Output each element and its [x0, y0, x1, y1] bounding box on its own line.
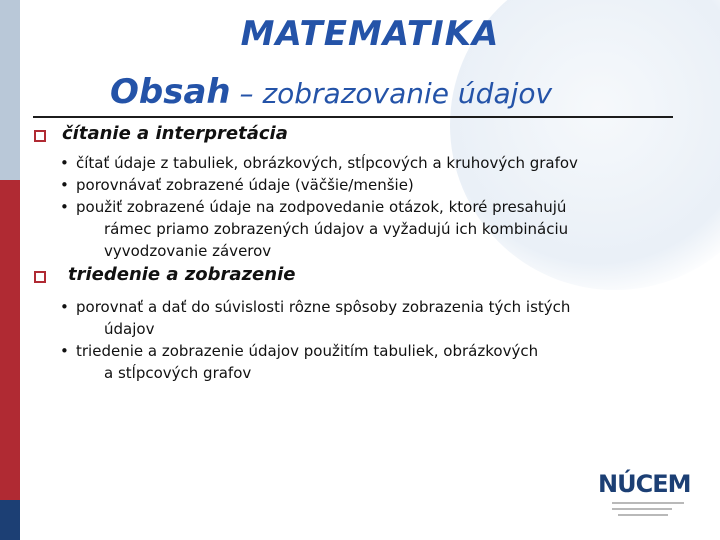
list-item-continuation: rámec priamo zobrazených údajov a vyžadujú ich kombináciu — [104, 220, 569, 238]
slide-subtitle — [110, 72, 552, 112]
slide-title: MATEMATIKA — [240, 14, 500, 54]
section-heading-2: triedenie a zobrazenie — [68, 264, 296, 285]
list-item: • porovnávať zobrazené údaje (väčšie/menšie) — [60, 176, 414, 194]
list-item-continuation: údajov — [104, 320, 155, 338]
nucem-logo: NÚCEM — [598, 470, 691, 498]
section-bullet-square — [34, 130, 46, 142]
title-divider — [33, 116, 673, 118]
logo-subline — [612, 502, 684, 504]
list-item: • porovnať a dať do súvislosti rôzne spôsoby zobrazenia tých istých — [60, 298, 571, 316]
left-decor-red — [0, 180, 20, 500]
logo-subline — [618, 514, 668, 516]
left-decor-bar — [0, 0, 20, 540]
subtitle-rest: – zobrazovanie údajov — [230, 77, 553, 110]
list-item-continuation: a stĺpcových grafov — [104, 364, 252, 382]
left-decor-blue — [0, 500, 20, 540]
subtitle-main: Obsah — [110, 72, 231, 112]
section-bullet-square — [34, 271, 46, 283]
list-item: • použiť zobrazené údaje na zodpovedanie otázok, ktoré presahujú — [60, 198, 567, 216]
list-item: • čítať údaje z tabuliek, obrázkových, stĺpcových a kruhových grafov — [60, 154, 578, 172]
section-heading-1: čítanie a interpretácia — [62, 123, 288, 144]
list-item: • triedenie a zobrazenie údajov použitím tabuliek, obrázkových — [60, 342, 539, 360]
list-item-continuation: vyvodzovanie záverov — [104, 242, 272, 260]
logo-subline — [612, 508, 672, 510]
